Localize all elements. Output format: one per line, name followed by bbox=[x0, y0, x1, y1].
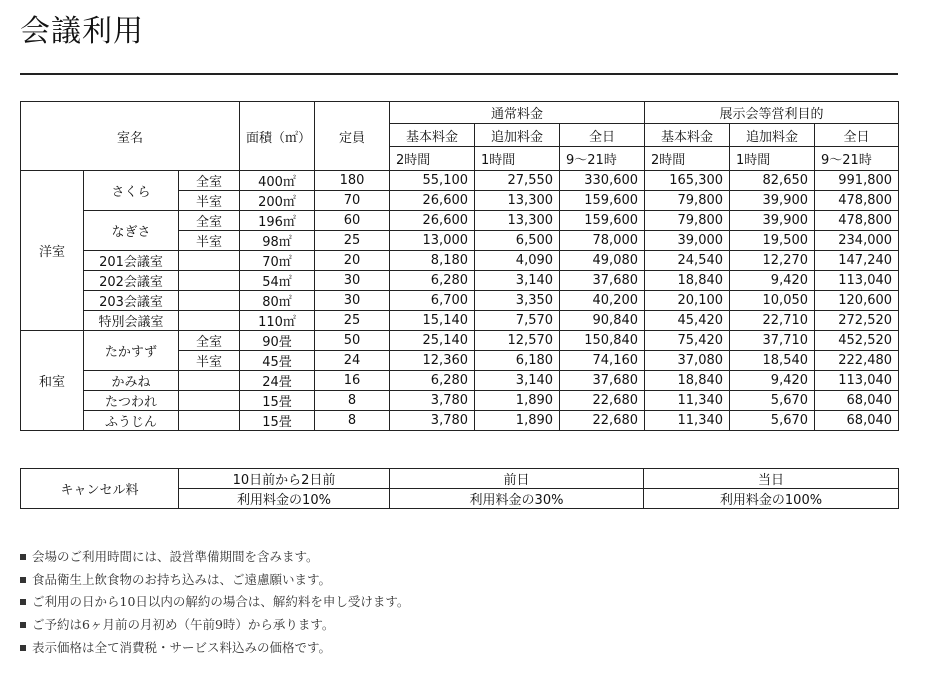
event-basic-fee: 79,800 bbox=[645, 191, 730, 211]
room-part bbox=[179, 271, 240, 291]
event-basic-fee: 75,420 bbox=[645, 331, 730, 351]
room-area: 15畳 bbox=[240, 411, 315, 431]
room-name: 特別会議室 bbox=[84, 311, 179, 331]
room-name: ふうじん bbox=[84, 411, 179, 431]
normal-full-day-fee: 37,680 bbox=[560, 271, 645, 291]
room-name: たつわれ bbox=[84, 391, 179, 411]
room-area: 54㎡ bbox=[240, 271, 315, 291]
event-additional-fee: 9,420 bbox=[730, 371, 815, 391]
normal-basic-fee: 25,140 bbox=[390, 331, 475, 351]
note-text: ご予約は6ヶ月前の月初め（午前9時）から承ります。 bbox=[32, 617, 335, 633]
room-area: 45畳 bbox=[240, 351, 315, 371]
header-basic-fee: 基本料金 bbox=[390, 124, 475, 147]
bullet-square-icon bbox=[20, 577, 26, 583]
list-item bbox=[20, 569, 409, 592]
event-full-day-fee: 222,480 bbox=[815, 351, 899, 371]
room-capacity: 60 bbox=[315, 211, 390, 231]
room-part bbox=[179, 391, 240, 411]
room-capacity: 25 bbox=[315, 231, 390, 251]
room-capacity: 180 bbox=[315, 171, 390, 191]
room-capacity: 70 bbox=[315, 191, 390, 211]
header-hours-range: 9～21時 bbox=[815, 147, 899, 171]
cancellation-label: キャンセル料 bbox=[21, 469, 179, 509]
normal-additional-fee: 13,300 bbox=[475, 191, 560, 211]
event-basic-fee: 11,340 bbox=[645, 411, 730, 431]
room-name: 201会議室 bbox=[84, 251, 179, 271]
event-additional-fee: 12,270 bbox=[730, 251, 815, 271]
header-two-hours: 2時間 bbox=[645, 147, 730, 171]
event-basic-fee: 18,840 bbox=[645, 271, 730, 291]
room-part: 半室 bbox=[179, 191, 240, 211]
normal-basic-fee: 13,000 bbox=[390, 231, 475, 251]
event-basic-fee: 11,340 bbox=[645, 391, 730, 411]
normal-additional-fee: 27,550 bbox=[475, 171, 560, 191]
event-full-day-fee: 68,040 bbox=[815, 411, 899, 431]
event-additional-fee: 5,670 bbox=[730, 391, 815, 411]
event-basic-fee: 165,300 bbox=[645, 171, 730, 191]
header-full-day: 全日 bbox=[560, 124, 645, 147]
note-text: ご利用の日から10日以内の解約の場合は、解約料を申し受けます。 bbox=[32, 594, 410, 610]
normal-additional-fee: 6,500 bbox=[475, 231, 560, 251]
title-divider bbox=[20, 73, 898, 75]
normal-basic-fee: 26,600 bbox=[390, 191, 475, 211]
event-basic-fee: 45,420 bbox=[645, 311, 730, 331]
room-area: 70㎡ bbox=[240, 251, 315, 271]
event-additional-fee: 39,900 bbox=[730, 191, 815, 211]
room-part bbox=[179, 291, 240, 311]
table-row bbox=[21, 391, 899, 411]
normal-basic-fee: 6,280 bbox=[390, 371, 475, 391]
normal-basic-fee: 12,360 bbox=[390, 351, 475, 371]
event-additional-fee: 39,900 bbox=[730, 211, 815, 231]
list-item bbox=[20, 636, 409, 659]
header-hours-range: 9～21時 bbox=[560, 147, 645, 171]
room-part: 半室 bbox=[179, 351, 240, 371]
table-row bbox=[21, 171, 899, 191]
event-basic-fee: 24,540 bbox=[645, 251, 730, 271]
normal-additional-fee: 7,570 bbox=[475, 311, 560, 331]
normal-full-day-fee: 37,680 bbox=[560, 371, 645, 391]
room-capacity: 8 bbox=[315, 411, 390, 431]
note-text: 会場のご利用時間には、設営準備期間を含みます。 bbox=[32, 549, 319, 565]
normal-basic-fee: 3,780 bbox=[390, 411, 475, 431]
room-area: 15畳 bbox=[240, 391, 315, 411]
event-additional-fee: 10,050 bbox=[730, 291, 815, 311]
header-normal-rates: 通常料金 bbox=[390, 102, 645, 124]
event-full-day-fee: 147,240 bbox=[815, 251, 899, 271]
table-row bbox=[21, 331, 899, 351]
normal-additional-fee: 1,890 bbox=[475, 391, 560, 411]
event-additional-fee: 5,670 bbox=[730, 411, 815, 431]
event-full-day-fee: 272,520 bbox=[815, 311, 899, 331]
room-part bbox=[179, 411, 240, 431]
normal-full-day-fee: 90,840 bbox=[560, 311, 645, 331]
event-additional-fee: 37,710 bbox=[730, 331, 815, 351]
room-capacity: 20 bbox=[315, 251, 390, 271]
room-part bbox=[179, 371, 240, 391]
room-part: 全室 bbox=[179, 331, 240, 351]
normal-full-day-fee: 159,600 bbox=[560, 191, 645, 211]
room-capacity: 8 bbox=[315, 391, 390, 411]
event-full-day-fee: 68,040 bbox=[815, 391, 899, 411]
normal-basic-fee: 26,600 bbox=[390, 211, 475, 231]
normal-basic-fee: 6,700 bbox=[390, 291, 475, 311]
bullet-square-icon bbox=[20, 645, 26, 651]
header-capacity: 定員 bbox=[315, 102, 390, 171]
room-area: 400㎡ bbox=[240, 171, 315, 191]
room-name: 203会議室 bbox=[84, 291, 179, 311]
room-part bbox=[179, 311, 240, 331]
event-full-day-fee: 120,600 bbox=[815, 291, 899, 311]
page-title: 会議利用 bbox=[20, 14, 144, 49]
table-row bbox=[21, 311, 899, 331]
event-full-day-fee: 478,800 bbox=[815, 191, 899, 211]
header-area: 面積（㎡） bbox=[240, 102, 315, 171]
event-additional-fee: 19,500 bbox=[730, 231, 815, 251]
room-name: かみね bbox=[84, 371, 179, 391]
header-one-hour: 1時間 bbox=[475, 147, 560, 171]
normal-additional-fee: 1,890 bbox=[475, 411, 560, 431]
normal-basic-fee: 6,280 bbox=[390, 271, 475, 291]
room-name: さくら bbox=[84, 171, 179, 211]
category-western: 洋室 bbox=[21, 171, 84, 331]
normal-additional-fee: 4,090 bbox=[475, 251, 560, 271]
pricing-table bbox=[20, 101, 899, 431]
normal-additional-fee: 3,350 bbox=[475, 291, 560, 311]
header-additional-fee: 追加料金 bbox=[475, 124, 560, 147]
normal-additional-fee: 13,300 bbox=[475, 211, 560, 231]
room-area: 196㎡ bbox=[240, 211, 315, 231]
event-basic-fee: 79,800 bbox=[645, 211, 730, 231]
normal-additional-fee: 3,140 bbox=[475, 271, 560, 291]
header-one-hour: 1時間 bbox=[730, 147, 815, 171]
table-row bbox=[21, 211, 899, 231]
room-area: 80㎡ bbox=[240, 291, 315, 311]
room-name: たかすず bbox=[84, 331, 179, 371]
list-item bbox=[20, 614, 409, 637]
header-two-hours: 2時間 bbox=[390, 147, 475, 171]
room-part bbox=[179, 251, 240, 271]
room-part: 全室 bbox=[179, 171, 240, 191]
note-text: 食品衛生上飲食物のお持ち込みは、ご遠慮願います。 bbox=[32, 571, 332, 587]
cancellation-fee: 利用料金の100% bbox=[644, 489, 899, 509]
event-full-day-fee: 991,800 bbox=[815, 171, 899, 191]
list-item bbox=[20, 546, 409, 569]
table-row bbox=[21, 371, 899, 391]
room-capacity: 25 bbox=[315, 311, 390, 331]
event-basic-fee: 37,080 bbox=[645, 351, 730, 371]
room-area: 98㎡ bbox=[240, 231, 315, 251]
room-area: 90畳 bbox=[240, 331, 315, 351]
room-capacity: 16 bbox=[315, 371, 390, 391]
table-row bbox=[21, 251, 899, 271]
cancellation-table bbox=[20, 468, 899, 509]
table-row bbox=[21, 291, 899, 311]
header-event-rates: 展示会等営利目的 bbox=[645, 102, 899, 124]
event-basic-fee: 39,000 bbox=[645, 231, 730, 251]
event-basic-fee: 20,100 bbox=[645, 291, 730, 311]
room-capacity: 30 bbox=[315, 271, 390, 291]
cancellation-fee: 利用料金の30% bbox=[390, 489, 644, 509]
normal-full-day-fee: 49,080 bbox=[560, 251, 645, 271]
event-full-day-fee: 478,800 bbox=[815, 211, 899, 231]
cancellation-period: 10日前から2日前 bbox=[179, 469, 390, 489]
event-full-day-fee: 234,000 bbox=[815, 231, 899, 251]
normal-full-day-fee: 150,840 bbox=[560, 331, 645, 351]
note-text: 表示価格は全て消費税・サービス料込みの価格です。 bbox=[32, 639, 332, 655]
room-area: 110㎡ bbox=[240, 311, 315, 331]
normal-full-day-fee: 74,160 bbox=[560, 351, 645, 371]
room-part: 半室 bbox=[179, 231, 240, 251]
room-area: 24畳 bbox=[240, 371, 315, 391]
room-capacity: 30 bbox=[315, 291, 390, 311]
header-additional-fee: 追加料金 bbox=[730, 124, 815, 147]
normal-full-day-fee: 22,680 bbox=[560, 391, 645, 411]
normal-full-day-fee: 330,600 bbox=[560, 171, 645, 191]
notes-list bbox=[20, 546, 409, 659]
cancellation-period: 前日 bbox=[390, 469, 644, 489]
cancellation-period: 当日 bbox=[644, 469, 899, 489]
table-row bbox=[21, 411, 899, 431]
normal-additional-fee: 6,180 bbox=[475, 351, 560, 371]
normal-additional-fee: 12,570 bbox=[475, 331, 560, 351]
event-full-day-fee: 113,040 bbox=[815, 371, 899, 391]
normal-basic-fee: 3,780 bbox=[390, 391, 475, 411]
event-additional-fee: 18,540 bbox=[730, 351, 815, 371]
room-capacity: 24 bbox=[315, 351, 390, 371]
list-item bbox=[20, 591, 409, 614]
event-additional-fee: 82,650 bbox=[730, 171, 815, 191]
room-area: 200㎡ bbox=[240, 191, 315, 211]
event-full-day-fee: 452,520 bbox=[815, 331, 899, 351]
normal-full-day-fee: 22,680 bbox=[560, 411, 645, 431]
event-full-day-fee: 113,040 bbox=[815, 271, 899, 291]
normal-full-day-fee: 40,200 bbox=[560, 291, 645, 311]
header-full-day: 全日 bbox=[815, 124, 899, 147]
room-capacity: 50 bbox=[315, 331, 390, 351]
header-basic-fee: 基本料金 bbox=[645, 124, 730, 147]
table-row bbox=[21, 271, 899, 291]
normal-additional-fee: 3,140 bbox=[475, 371, 560, 391]
normal-basic-fee: 55,100 bbox=[390, 171, 475, 191]
header-room-name: 室名 bbox=[21, 102, 240, 171]
normal-full-day-fee: 159,600 bbox=[560, 211, 645, 231]
category-japanese: 和室 bbox=[21, 331, 84, 431]
normal-full-day-fee: 78,000 bbox=[560, 231, 645, 251]
bullet-square-icon bbox=[20, 622, 26, 628]
room-name: 202会議室 bbox=[84, 271, 179, 291]
cancellation-fee: 利用料金の10% bbox=[179, 489, 390, 509]
event-basic-fee: 18,840 bbox=[645, 371, 730, 391]
room-name: なぎさ bbox=[84, 211, 179, 251]
event-additional-fee: 9,420 bbox=[730, 271, 815, 291]
normal-basic-fee: 15,140 bbox=[390, 311, 475, 331]
normal-basic-fee: 8,180 bbox=[390, 251, 475, 271]
bullet-square-icon bbox=[20, 599, 26, 605]
bullet-square-icon bbox=[20, 554, 26, 560]
room-part: 全室 bbox=[179, 211, 240, 231]
event-additional-fee: 22,710 bbox=[730, 311, 815, 331]
